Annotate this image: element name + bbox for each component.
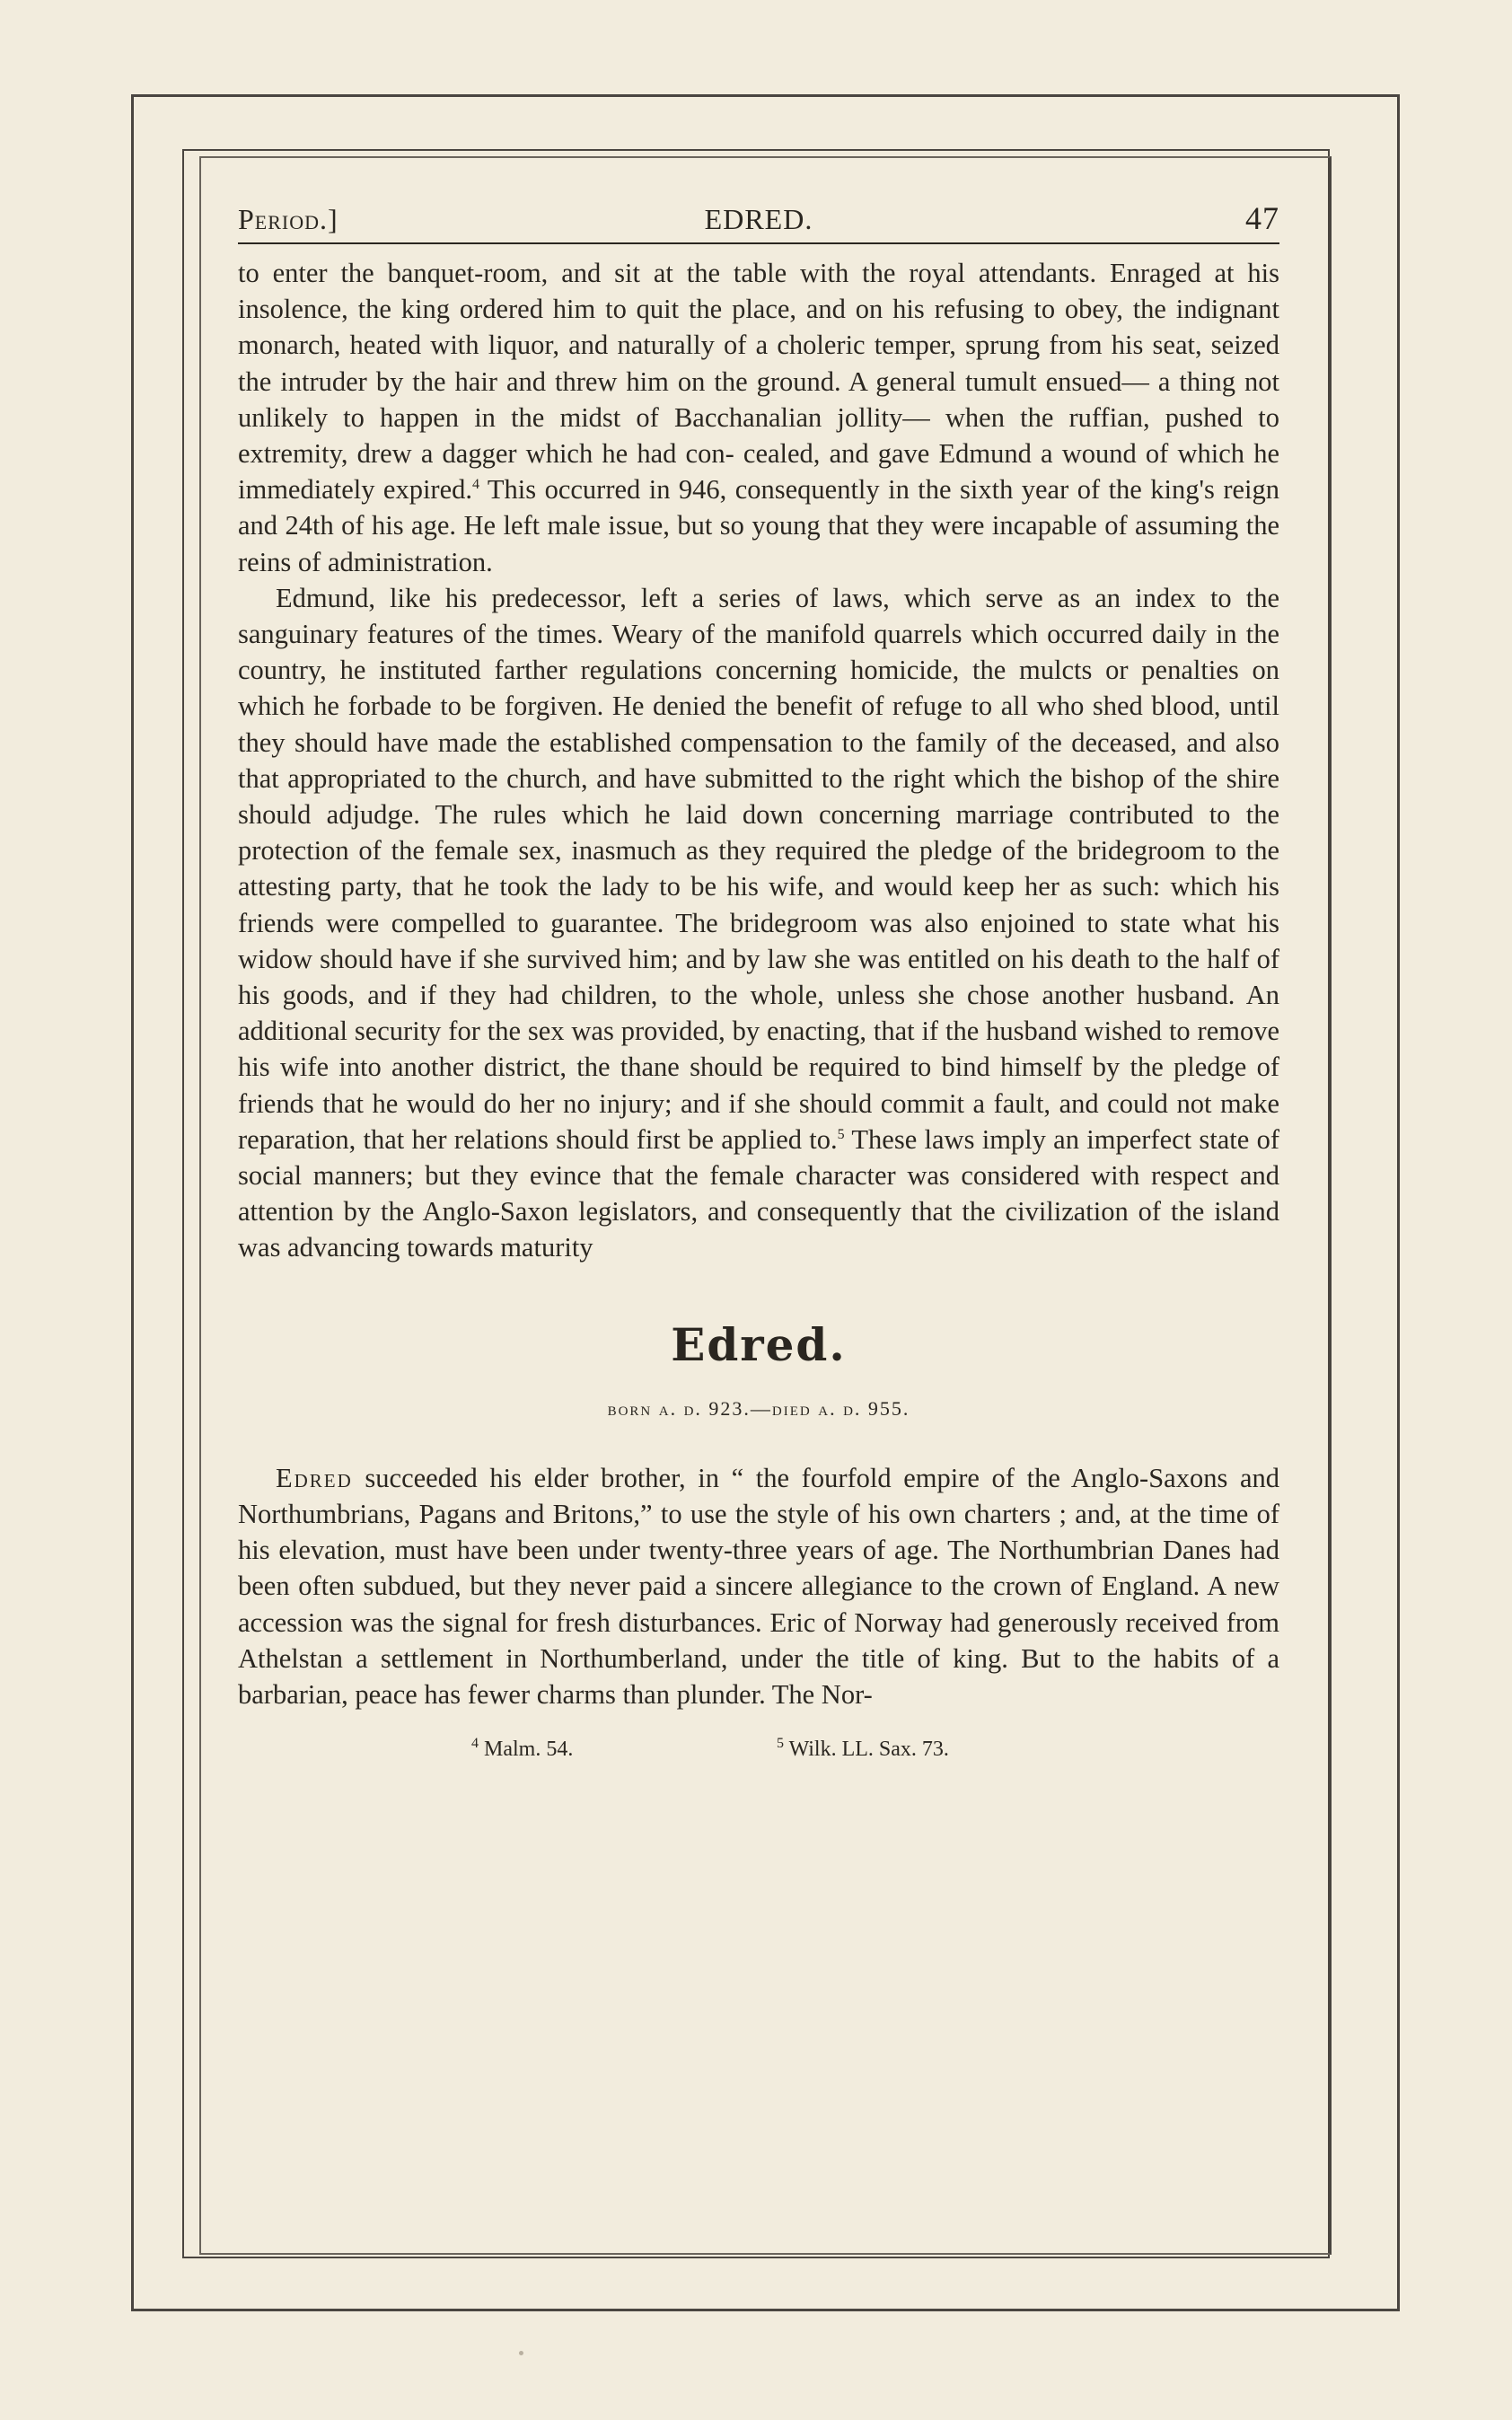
- footnote-ref: 5: [837, 1126, 845, 1142]
- line: when the ruffian, pushed to extremity, drew a dagger which he had con-: [238, 401, 1280, 470]
- paragraph-3: [238, 1460, 1279, 1712]
- paragraph-3-lead: Edred: [276, 1462, 353, 1493]
- section-dates: born a. d. 923.—died a. d. 955.: [607, 1396, 910, 1420]
- line: This occurred in 946, consequently in the sixth year of the king's reign: [487, 474, 1279, 506]
- paragraph-2-tail: These laws imply an imperfect state of social manners; but they evince that the female character was considered with respect and attention by the Anglo-Saxon legislators, and consequently that the civilization of the island was advancing towards maturity: [238, 1123, 1279, 1263]
- running-head-title: EDRED.: [704, 203, 813, 235]
- line: a thing not unlikely to happen in the midst of Bacchanalian jollity—: [238, 365, 1280, 433]
- paragraph-2-text: Edmund, like his predecessor, left a series of laws, which serve as an index to the sanguinary features of the times. Weary of the manifold quarrels which occurred daily in the country, he instituted farther regulations concerning homicide, the mulcts or penalties on which he forbade to be forgiven. He denied the benefit of refuge to all who shed blood, until they should have made the established compensation to the family of the deceased, and also that appropriated to the church, and have submitted to the right which the bishop of the shire should adjudge. The rules which he laid down concerning marriage contributed to the protection of the female sex, inasmuch as they required the pledge of the bridegroom to the attesting party, that he took the lady to be his wife, and would keep her as such: which his friends were compelled to guarantee. The bridegroom was also enjoined to state what his widow should have if she survived him; and by law she was entitled on his death to the half of his goods, and if they had children, to the whole, unless she chose another husband. An additional security for the sex was provided, by enacting, that if the husband wished to remove his wife into another district, the thane should be required to bind himself by the pledge of friends that he would do her no injury; and if she should commit a fault, and could not make reparation, that her relations should first be applied to.: [238, 582, 1279, 1155]
- line: incapable of assuming the reins of administration.: [238, 510, 1279, 577]
- section-title: Edred.: [671, 1317, 847, 1371]
- line: to enter the banquet-room, and sit at the table with the royal attendants.: [238, 258, 1097, 288]
- paragraph-3-text: succeeded his elder brother, in “ the fourfold empire of the Anglo-Saxons and Northumbrians, Pagans and Britons,” to use the style of his own charters ; and, at the time of his elevation, must have been under twenty-three years of age. The Northumbrian Danes had been often subdued, but they never paid a sincere allegiance to the crown of England. A new accession was the signal for fresh disturbances. Eric of Norway had generously received from Athelstan a settlement in Northumberland, under the title of king. But to the habits of a barbarian, peace has fewer charms than plunder. The Nor-: [238, 1462, 1279, 1710]
- line: cealed, and gave Edmund a wound of which he immediately expired.: [238, 438, 1279, 506]
- running-head: [238, 198, 1279, 237]
- body-text-2: [238, 1460, 1279, 1712]
- paragraph-1: [238, 255, 1279, 580]
- body-text: [238, 255, 1279, 1266]
- page-number: 47: [1245, 200, 1279, 236]
- footnote-marker: 4: [471, 1736, 479, 1752]
- running-head-left: Period.]: [238, 203, 338, 235]
- line: Enraged at his insolence, the king ordered him to quit the place, and on: [238, 258, 1280, 325]
- line: by the hair and threw him on the ground. A general tumult ensued—: [375, 365, 1149, 397]
- footnote-5: [777, 1738, 949, 1762]
- footnote-text: Malm. 54.: [479, 1738, 574, 1762]
- footnote-ref: 4: [472, 477, 479, 493]
- paragraph-2: [238, 580, 1279, 1266]
- footnote-4: [471, 1738, 573, 1762]
- footnotes: [238, 1738, 1279, 1773]
- footnote-text: Wilk. LL. Sax. 73.: [784, 1738, 949, 1762]
- page-content: [238, 198, 1279, 1773]
- line: naturally of a choleric temper, sprung from his seat, seized the intruder: [238, 330, 1280, 397]
- line: his refusing to obey, the indignant monarch, heated with liquor, and: [238, 294, 1280, 361]
- line: and 24th of his age. He left male issue, but so young that they were: [238, 510, 985, 541]
- header-rule: [238, 242, 1279, 244]
- footnote-marker: 5: [777, 1736, 784, 1752]
- paper-speck: [519, 2351, 523, 2355]
